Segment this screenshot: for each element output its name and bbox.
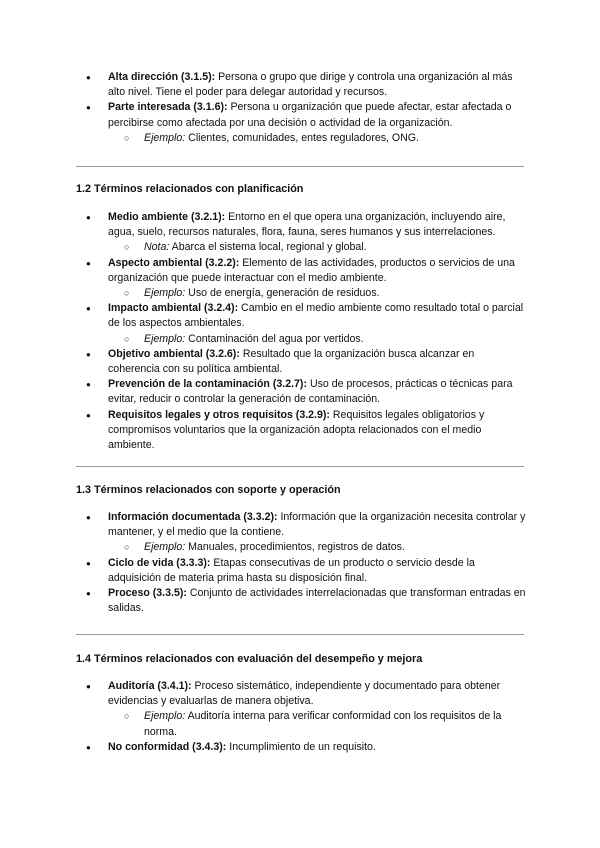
list-item (108, 556, 528, 586)
list-item (108, 256, 528, 302)
term-description: Etapas consecutivas de un producto o servicio desde la adquisición de materia prima hasta su disposición final. (108, 556, 475, 584)
term-description: Persona u organización que puede afectar, estar afectada o percibirse como afectada por una decisión o actividad de la organización. (108, 101, 512, 129)
term-title: Proceso (3.3.5): (108, 587, 187, 600)
term-description: Proceso sistemático, independiente y documentado para obtener evidencias y evaluarlas de manera objetiva. (108, 680, 501, 708)
term-title: Medio ambiente (3.2.1): (108, 211, 226, 223)
sub-text: Clientes, comunidades, entes reguladores, ONG. (185, 131, 419, 144)
sub-list-item (144, 332, 528, 347)
term-description: Uso de procesos, prácticas o técnicas para evitar, reducir o controlar la generación de contaminación. (108, 378, 513, 406)
sub-label: Ejemplo: (144, 541, 186, 554)
term-title: Parte interesada (3.1.6): (108, 101, 228, 114)
list-item (108, 210, 528, 256)
sub-label: Ejemplo: (144, 332, 186, 345)
sub-list-item (144, 131, 528, 146)
sub-label: Ejemplo: (144, 131, 186, 144)
section-heading: 1.3 Términos relacionados con soporte y operación (76, 484, 341, 496)
divider (76, 166, 524, 167)
sub-text: Uso de energía, generación de residuos. (185, 287, 380, 300)
sub-label: Ejemplo: (144, 710, 186, 723)
list-item (108, 586, 528, 616)
term-title: Requisitos legales y otros requisitos (3.2.9): (108, 408, 330, 421)
section-heading: 1.2 Términos relacionados con planificación (76, 183, 304, 195)
list-item (108, 301, 528, 347)
sub-text: Contaminación del agua por vertidos. (185, 332, 364, 345)
term-description: Resultado que la organización busca alcanzar en coherencia con su política ambiental. (108, 347, 475, 376)
divider (76, 466, 524, 467)
term-description: Elemento de las actividades, productos o servicios de una organización que puede interactuar con el medio ambiente. (108, 256, 515, 284)
term-description: Persona o grupo que dirige y controla una organización al más alto nivel. Tiene el poder para delegar autoridad y recursos. (108, 71, 513, 99)
list-item (108, 100, 528, 146)
term-description: Entorno en el que opera una organización, incluyendo aire, agua, suelo, recursos naturales, flora, fauna, seres humanos y sus interrelaciones. (108, 211, 506, 239)
section-heading: 1.4 Términos relacionados con evaluación del desempeño y mejora (76, 653, 423, 665)
sub-text: Abarca el sistema local, regional y global. (169, 241, 367, 254)
list-item (108, 70, 528, 100)
divider (76, 634, 524, 635)
sub-label: Nota: (144, 241, 170, 254)
term-title: Impacto ambiental (3.2.4): (108, 302, 239, 315)
list-item (108, 377, 528, 407)
section-1-1-list (108, 70, 528, 146)
term-description: Conjunto de actividades interrelacionadas que transforman entradas en salidas. (108, 587, 526, 615)
term-title: Objetivo ambiental (3.2.6): (108, 347, 240, 360)
term-title: Ciclo de vida (3.3.3): (108, 556, 211, 569)
term-title: Alta dirección (3.1.5): (108, 71, 216, 83)
term-title: No conformidad (3.4.3): (108, 740, 227, 753)
list-item (108, 408, 528, 454)
sub-text: Manuales, procedimientos, registros de datos. (185, 541, 405, 554)
term-description: Incumplimiento de un requisito. (226, 740, 376, 753)
sub-list-item (144, 240, 528, 255)
list-item (108, 347, 528, 377)
term-title: Prevención de la contaminación (3.2.7): (108, 378, 307, 391)
term-title: Información documentada (3.3.2): (108, 511, 278, 523)
section-1-3-list (108, 510, 528, 616)
term-title: Auditoría (3.4.1): (108, 680, 192, 692)
list-item (108, 510, 528, 556)
list-item (108, 679, 528, 740)
sub-list-item (144, 540, 528, 555)
sub-text: Auditoría interna para verificar conformidad con los requisitos de la norma. (144, 710, 502, 738)
term-description: Cambio en el medio ambiente como resultado total o parcial de los aspectos ambientales. (108, 302, 524, 330)
section-1-2-list (108, 210, 528, 453)
term-title: Aspecto ambiental (3.2.2): (108, 256, 240, 269)
section-1-4-list (108, 679, 528, 755)
list-item (108, 740, 528, 755)
term-description: Información que la organización necesita controlar y mantener, y el medio que la contiene. (108, 511, 526, 539)
sub-list-item (144, 709, 528, 739)
term-description: Requisitos legales obligatorios y compromisos voluntarios que la organización adopta relacionados con el medio ambiente. (108, 408, 485, 452)
sub-label: Ejemplo: (144, 287, 186, 300)
sub-list-item (144, 286, 528, 301)
